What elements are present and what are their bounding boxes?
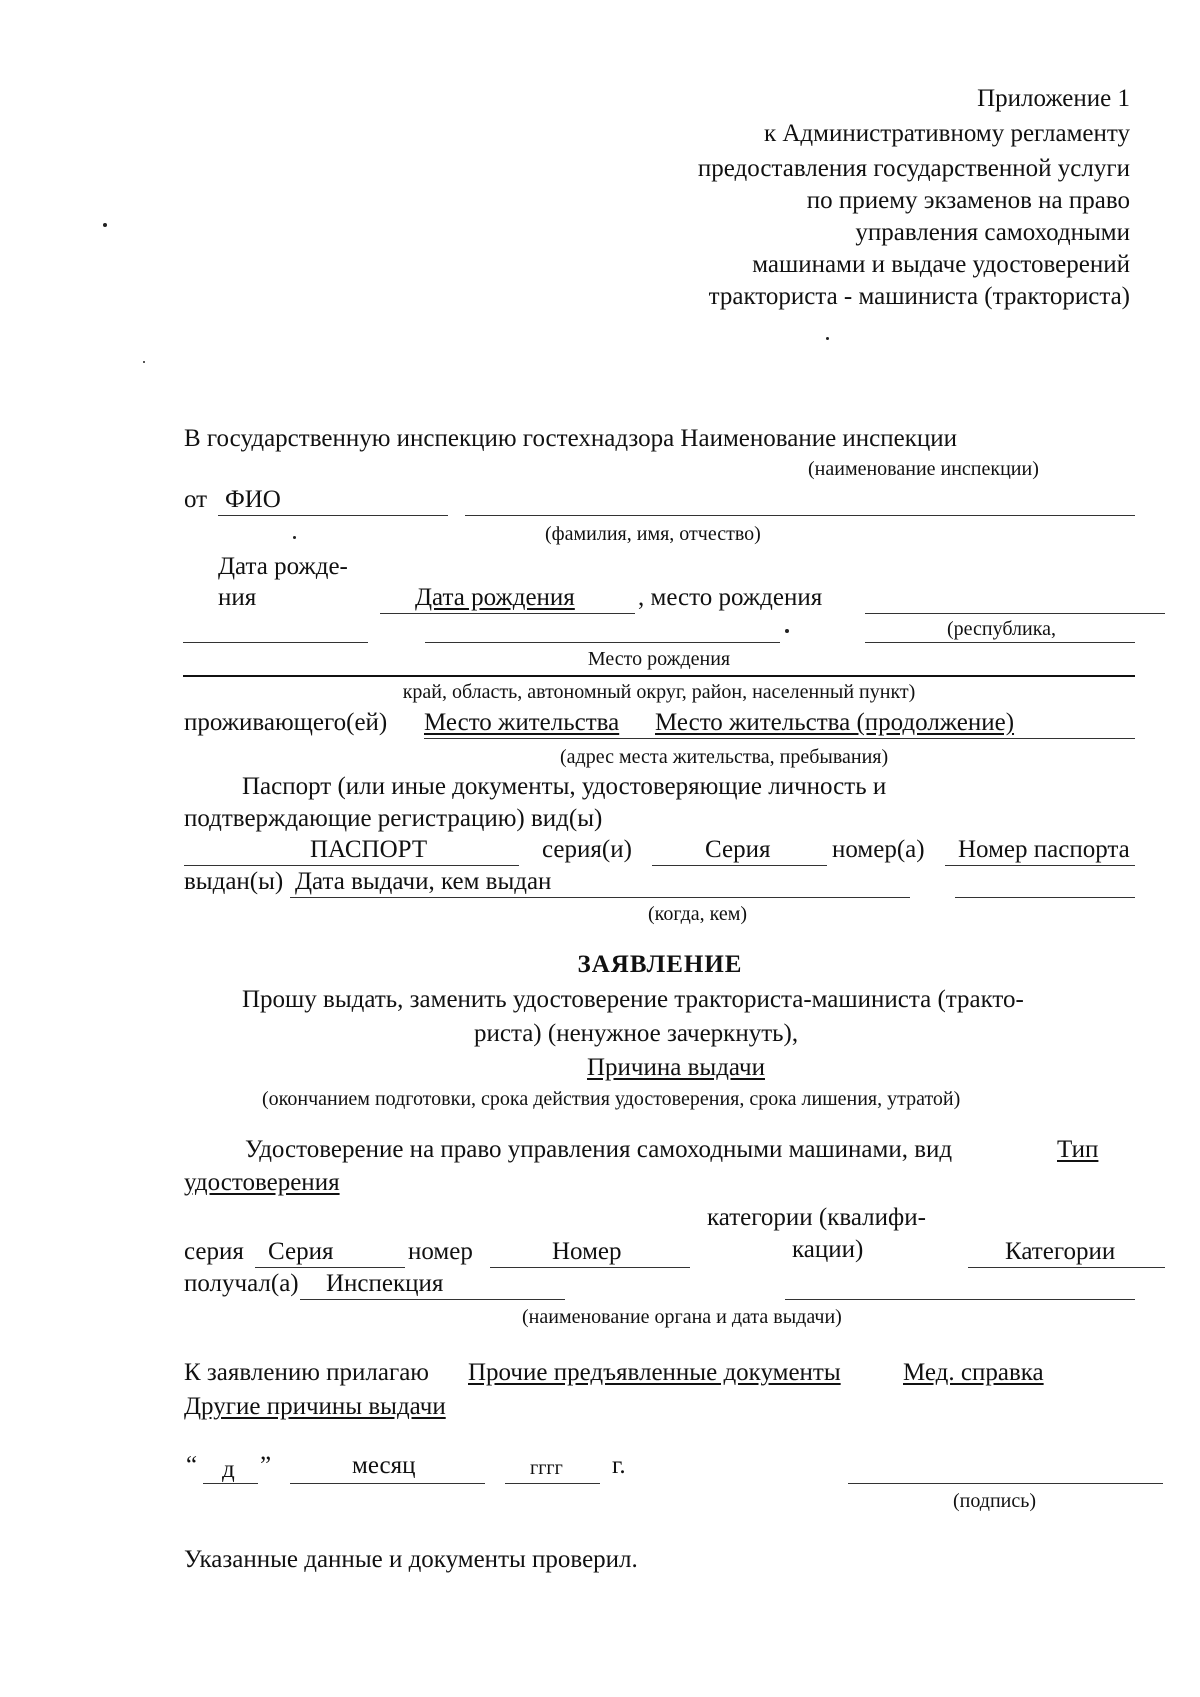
header-line-1: Приложение 1 bbox=[977, 85, 1130, 112]
license-type-value-1[interactable]: Тип bbox=[1057, 1136, 1099, 1163]
reason-value[interactable]: Причина выдачи bbox=[587, 1054, 765, 1081]
license-number-line bbox=[490, 1267, 690, 1268]
category-label-1: категории (квалифи- bbox=[707, 1204, 926, 1231]
passport-number-line bbox=[945, 865, 1135, 866]
passport-issued-line bbox=[290, 897, 910, 898]
passport-type-value[interactable]: ПАСПОРТ bbox=[310, 836, 428, 863]
license-intro: Удостоверение на право управления самоходными машинами, вид bbox=[245, 1136, 953, 1163]
license-category-value[interactable]: Категории bbox=[1005, 1238, 1116, 1265]
license-type-value-2[interactable]: удостоверения bbox=[184, 1169, 340, 1196]
addressee-line: В государственную инспекцию гостехнадзора Наименование инспекции bbox=[184, 425, 958, 452]
passport-issued-caption: (когда, кем) bbox=[648, 903, 748, 925]
scan-speck bbox=[103, 223, 107, 227]
date-year-suffix: г. bbox=[612, 1452, 626, 1479]
residence-label: проживающего(ей) bbox=[184, 709, 388, 736]
verification-text: Указанные данные и документы проверил. bbox=[184, 1546, 638, 1573]
birth-place-line-2c bbox=[865, 642, 1135, 643]
republic-caption: (республика, bbox=[947, 618, 1057, 640]
header-line-5: управления самоходными bbox=[855, 219, 1130, 246]
scan-speck bbox=[293, 536, 296, 539]
residence-value[interactable]: Место жительства bbox=[424, 709, 620, 736]
date-year-value[interactable]: гггг bbox=[530, 1457, 563, 1479]
statement-title: ЗАЯВЛЕНИЕ bbox=[577, 951, 743, 978]
passport-series-value[interactable]: Серия bbox=[705, 836, 771, 863]
attachments-med-value[interactable]: Мед. справка bbox=[903, 1359, 1044, 1386]
passport-number-value[interactable]: Номер паспорта bbox=[958, 836, 1130, 863]
date-year-line bbox=[505, 1483, 600, 1484]
birth-date-line bbox=[380, 613, 635, 614]
passport-series-label: серия(и) bbox=[542, 836, 632, 863]
received-label: получал(а) bbox=[184, 1270, 299, 1297]
header-line-7: тракториста - машиниста (тракториста) bbox=[708, 283, 1130, 310]
residence-value-cont[interactable]: Место жительства (продолжение) bbox=[655, 709, 1015, 736]
fio-caption: (фамилия, имя, отчество) bbox=[545, 523, 761, 545]
received-line bbox=[300, 1299, 565, 1300]
scan-speck bbox=[143, 361, 145, 363]
date-day-line bbox=[203, 1483, 258, 1484]
category-label-2: кации) bbox=[792, 1236, 864, 1263]
passport-issued-line-2 bbox=[955, 897, 1135, 898]
birth-date-value[interactable]: Дата рождения bbox=[415, 584, 575, 611]
fio-line bbox=[218, 515, 448, 516]
received-line-2 bbox=[785, 1299, 1135, 1300]
birth-place-line-2b bbox=[425, 642, 780, 643]
passport-series-line bbox=[652, 865, 827, 866]
signature-line bbox=[848, 1483, 1163, 1484]
passport-type-line bbox=[184, 865, 519, 866]
attachments-other-value[interactable]: Другие причины выдачи bbox=[184, 1393, 446, 1420]
header-line-6: машинами и выдаче удостоверений bbox=[752, 251, 1130, 278]
residence-line bbox=[424, 738, 1135, 739]
passport-intro-1: Паспорт (или иные документы, удостоверяющие личность и bbox=[242, 773, 887, 800]
received-caption: (наименование органа и дата выдачи) bbox=[522, 1306, 842, 1328]
birth-place-value[interactable]: Место рождения bbox=[587, 648, 731, 670]
scan-speck bbox=[785, 629, 789, 633]
birth-place-line bbox=[865, 613, 1165, 614]
license-category-line bbox=[968, 1267, 1165, 1268]
license-series-value[interactable]: Серия bbox=[268, 1238, 334, 1265]
date-month-line bbox=[290, 1483, 485, 1484]
header-line-2: к Административному регламенту bbox=[763, 120, 1130, 147]
license-number-value[interactable]: Номер bbox=[552, 1238, 622, 1265]
birth-place-label: , место рождения bbox=[638, 584, 823, 611]
license-series-label: серия bbox=[184, 1238, 244, 1265]
residence-caption: (адрес места жительства, пребывания) bbox=[560, 746, 889, 768]
passport-intro-2: подтверждающие регистрацию) вид(ы) bbox=[184, 805, 603, 832]
scan-speck bbox=[826, 337, 829, 340]
header-line-3: предоставления государственной услуги bbox=[697, 155, 1130, 182]
date-quote-open: “ bbox=[186, 1452, 198, 1479]
addressee-caption: (наименование инспекции) bbox=[808, 458, 1039, 480]
date-day-value[interactable]: д bbox=[222, 1456, 235, 1483]
passport-number-label: номер(а) bbox=[832, 836, 925, 863]
statement-request-1: Прошу выдать, заменить удостоверение тракториста-машиниста (тракто- bbox=[242, 986, 1024, 1013]
birth-label-1: Дата рожде- bbox=[218, 553, 348, 580]
birth-label-2: ния bbox=[218, 584, 257, 611]
attachments-label: К заявлению прилагаю bbox=[184, 1359, 429, 1386]
signature-caption: (подпись) bbox=[953, 1490, 1037, 1512]
license-series-line bbox=[255, 1267, 405, 1268]
received-value[interactable]: Инспекция bbox=[326, 1270, 444, 1297]
passport-issued-label: выдан(ы) bbox=[184, 868, 284, 895]
passport-issued-value[interactable]: Дата выдачи, кем выдан bbox=[295, 868, 552, 895]
statement-request-2: риста) (ненужное зачеркнуть), bbox=[474, 1020, 799, 1047]
date-month-value[interactable]: месяц bbox=[352, 1452, 416, 1479]
region-caption: край, область, автономный округ, район, населенный пункт) bbox=[402, 681, 916, 703]
license-number-label: номер bbox=[408, 1238, 473, 1265]
birth-place-line-3 bbox=[183, 675, 1135, 677]
reason-caption: (окончанием подготовки, срока действия удостоверения, срока лишения, утратой) bbox=[262, 1088, 961, 1110]
birth-place-line-2a bbox=[183, 642, 368, 643]
fio-line-cont bbox=[465, 515, 1135, 516]
from-label: от bbox=[184, 486, 208, 513]
attachments-docs-value[interactable]: Прочие предъявленные документы bbox=[468, 1359, 841, 1386]
header-line-4: по приему экзаменов на право bbox=[806, 187, 1130, 214]
fio-value[interactable]: ФИО bbox=[225, 486, 281, 513]
date-quote-close: ” bbox=[260, 1452, 272, 1479]
